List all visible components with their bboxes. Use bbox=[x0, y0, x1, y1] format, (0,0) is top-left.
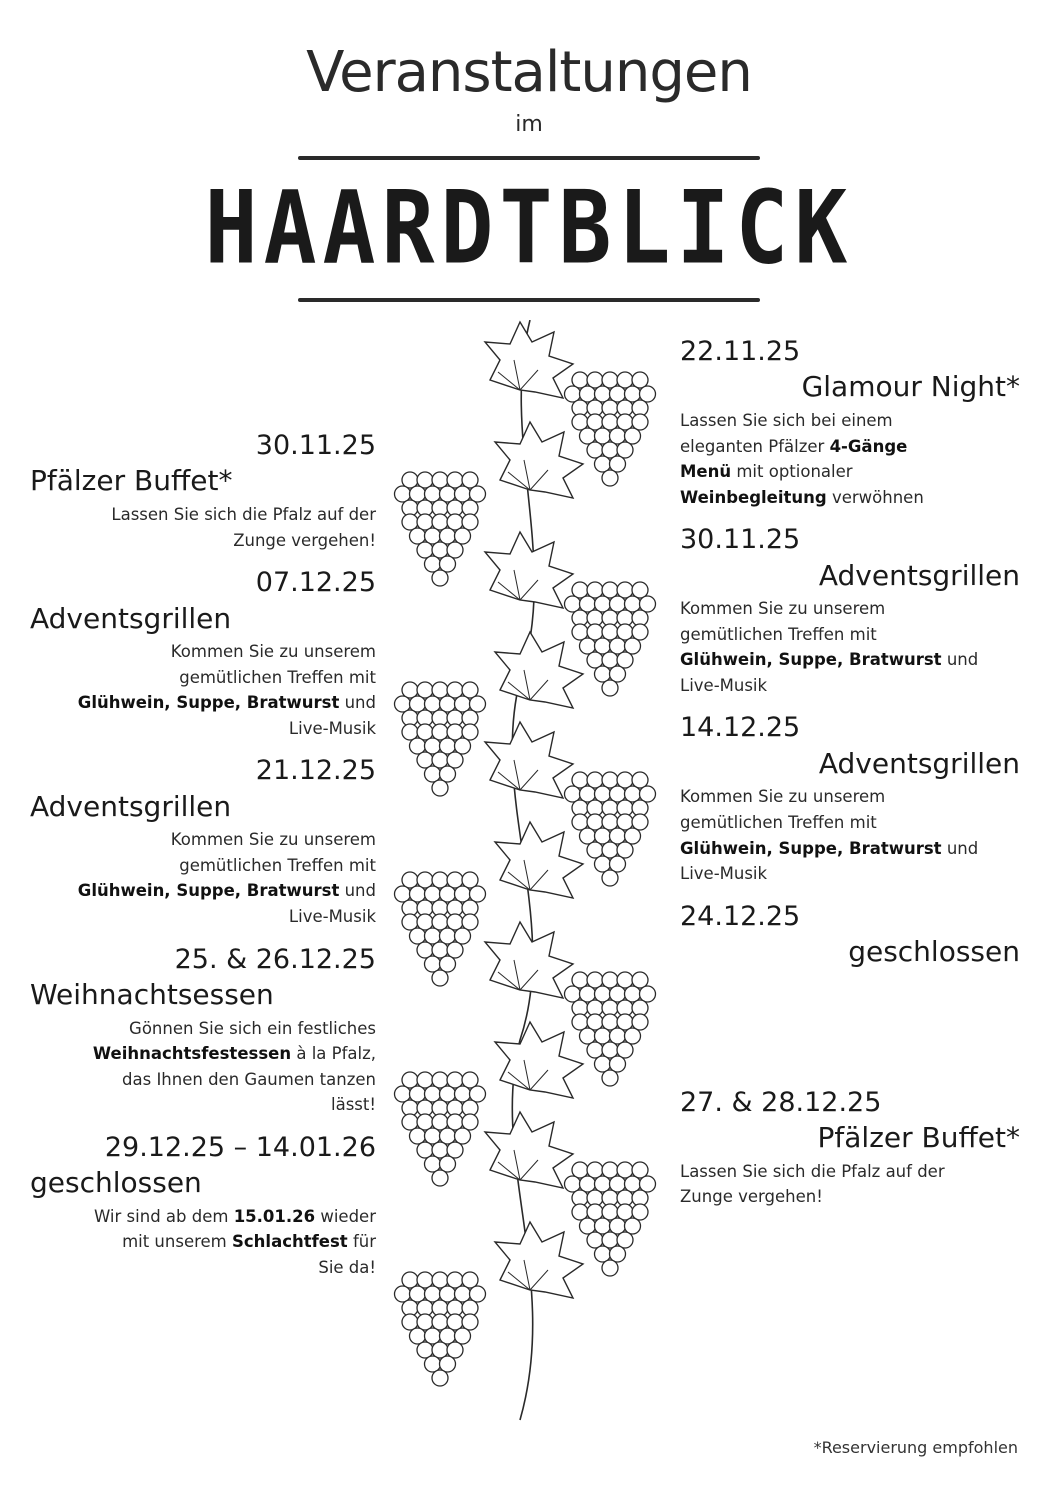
description-line: Weinbegleitung verwöhnen bbox=[680, 487, 924, 507]
description-line: Lassen Sie sich die Pfalz auf der bbox=[111, 504, 376, 524]
brand-name: HAARDTBLICK bbox=[204, 168, 854, 287]
event-date: 24.12.25 bbox=[680, 900, 801, 932]
event-description bbox=[680, 784, 1020, 886]
event-item bbox=[680, 901, 1020, 969]
grape-cluster-icon bbox=[395, 472, 486, 586]
event-item bbox=[680, 712, 1020, 886]
description-line: Glühwein, Suppe, Bratwurst und bbox=[680, 838, 979, 858]
event-date: 22.11.25 bbox=[680, 336, 801, 367]
brand-rule-bottom bbox=[298, 298, 760, 302]
description-line: Live-Musik bbox=[680, 675, 768, 695]
event-item bbox=[680, 336, 1020, 510]
event-date: 30.11.25 bbox=[680, 524, 801, 556]
brand-rule-top bbox=[298, 156, 760, 160]
grape-cluster-icon bbox=[565, 1162, 656, 1276]
vine-leaf-icon bbox=[495, 822, 583, 898]
event-date: 27. & 28.12.25 bbox=[680, 1086, 882, 1118]
event-name: Adventsgrillen bbox=[30, 789, 232, 823]
event-item bbox=[30, 755, 376, 929]
description-line: Live-Musik bbox=[288, 718, 376, 738]
description-line: Lassen Sie sich bei einem bbox=[680, 410, 893, 430]
title: Veranstaltungen bbox=[306, 40, 752, 105]
vine-leaf-icon bbox=[495, 422, 583, 498]
description-line: Wir sind ab dem 15.01.26 wieder bbox=[93, 1206, 376, 1226]
event-description bbox=[30, 502, 376, 553]
description-line: Zunge vergehen! bbox=[680, 1187, 823, 1207]
event-name: Weihnachtsessen bbox=[30, 977, 274, 1011]
subtitle: im bbox=[515, 112, 543, 137]
grape-cluster-icon bbox=[395, 1272, 486, 1386]
description-line: Menü mit optionaler bbox=[680, 462, 853, 482]
event-name: Adventsgrillen bbox=[818, 746, 1020, 780]
vine-leaf-icon bbox=[495, 1222, 583, 1298]
description-line: Kommen Sie zu unserem bbox=[170, 830, 376, 850]
event-name: geschlossen bbox=[848, 935, 1020, 969]
event-description bbox=[30, 827, 376, 929]
event-item bbox=[680, 1087, 1020, 1210]
description-line: Live-Musik bbox=[680, 864, 768, 884]
event-description bbox=[30, 639, 376, 741]
grape-cluster-icon bbox=[565, 582, 656, 696]
vine-leaf-icon bbox=[485, 922, 573, 998]
description-line: Kommen Sie zu unserem bbox=[680, 599, 886, 619]
vine-leaf-icon bbox=[485, 1112, 573, 1188]
event-date: 07.12.25 bbox=[255, 567, 376, 599]
vine-leaf-icon bbox=[485, 322, 573, 398]
grape-cluster-icon bbox=[395, 1072, 486, 1186]
event-date: 30.11.25 bbox=[255, 430, 376, 461]
event-item bbox=[30, 1132, 376, 1281]
description-line: Weihnachtsfestessen à la Pfalz, bbox=[92, 1044, 376, 1064]
footnote: *Reservierung empfohlen bbox=[813, 1438, 1018, 1457]
description-line: das Ihnen den Gaumen tanzen bbox=[122, 1069, 376, 1089]
vine-leaf-icon bbox=[495, 632, 583, 708]
vine-leaf-icon bbox=[485, 722, 573, 798]
description-line: gemütlichen Treffen mit bbox=[680, 813, 877, 833]
description-line: Glühwein, Suppe, Bratwurst und bbox=[77, 693, 376, 713]
grape-cluster-icon bbox=[395, 682, 486, 796]
event-item bbox=[680, 524, 1020, 698]
grape-vine-illustration bbox=[380, 320, 680, 1440]
event-name: Adventsgrillen bbox=[30, 601, 232, 635]
grape-cluster-icon bbox=[565, 772, 656, 886]
description-line: gemütlichen Treffen mit bbox=[680, 624, 877, 644]
event-description bbox=[30, 1016, 376, 1118]
description-line: Kommen Sie zu unserem bbox=[170, 642, 376, 662]
description-line: Zunge vergehen! bbox=[233, 530, 376, 550]
description-line: Sie da! bbox=[318, 1257, 376, 1277]
vine-leaf-icon bbox=[485, 532, 573, 608]
right-events-column bbox=[680, 336, 1020, 1224]
grape-cluster-icon bbox=[565, 972, 656, 1086]
event-name: Glamour Night* bbox=[801, 370, 1020, 404]
left-events-column bbox=[30, 430, 376, 1294]
event-description bbox=[680, 596, 1020, 698]
description-line: Live-Musik bbox=[288, 907, 376, 927]
grape-cluster-icon bbox=[565, 372, 656, 486]
event-name: Pfälzer Buffet* bbox=[30, 464, 233, 498]
description-line: Lassen Sie sich die Pfalz auf der bbox=[680, 1161, 945, 1181]
event-item bbox=[30, 430, 376, 553]
event-description bbox=[680, 1159, 1020, 1210]
event-description bbox=[680, 408, 1020, 510]
description-line: lässt! bbox=[331, 1095, 376, 1115]
event-name: geschlossen bbox=[30, 1166, 202, 1200]
grape-cluster-icon bbox=[395, 872, 486, 986]
event-date: 14.12.25 bbox=[680, 712, 801, 744]
event-date: 21.12.25 bbox=[255, 755, 376, 787]
description-line: Kommen Sie zu unserem bbox=[680, 787, 886, 807]
event-name: Pfälzer Buffet* bbox=[817, 1121, 1020, 1155]
event-item bbox=[30, 944, 376, 1118]
description-line: gemütlichen Treffen mit bbox=[179, 667, 376, 687]
event-description bbox=[30, 1204, 376, 1281]
description-line: Gönnen Sie sich ein festliches bbox=[129, 1018, 376, 1038]
description-line: gemütlichen Treffen mit bbox=[179, 855, 376, 875]
event-date: 29.12.25 – 14.01.26 bbox=[104, 1131, 376, 1163]
description-line: Glühwein, Suppe, Bratwurst und bbox=[77, 881, 376, 901]
event-date: 25. & 26.12.25 bbox=[174, 943, 376, 975]
event-name: Adventsgrillen bbox=[818, 558, 1020, 592]
description-line: Glühwein, Suppe, Bratwurst und bbox=[680, 650, 979, 670]
description-line: eleganten Pfälzer 4-Gänge bbox=[680, 436, 908, 456]
vine-leaf-icon bbox=[495, 1022, 583, 1098]
description-line: mit unserem Schlachtfest für bbox=[122, 1232, 376, 1252]
event-item bbox=[30, 567, 376, 741]
